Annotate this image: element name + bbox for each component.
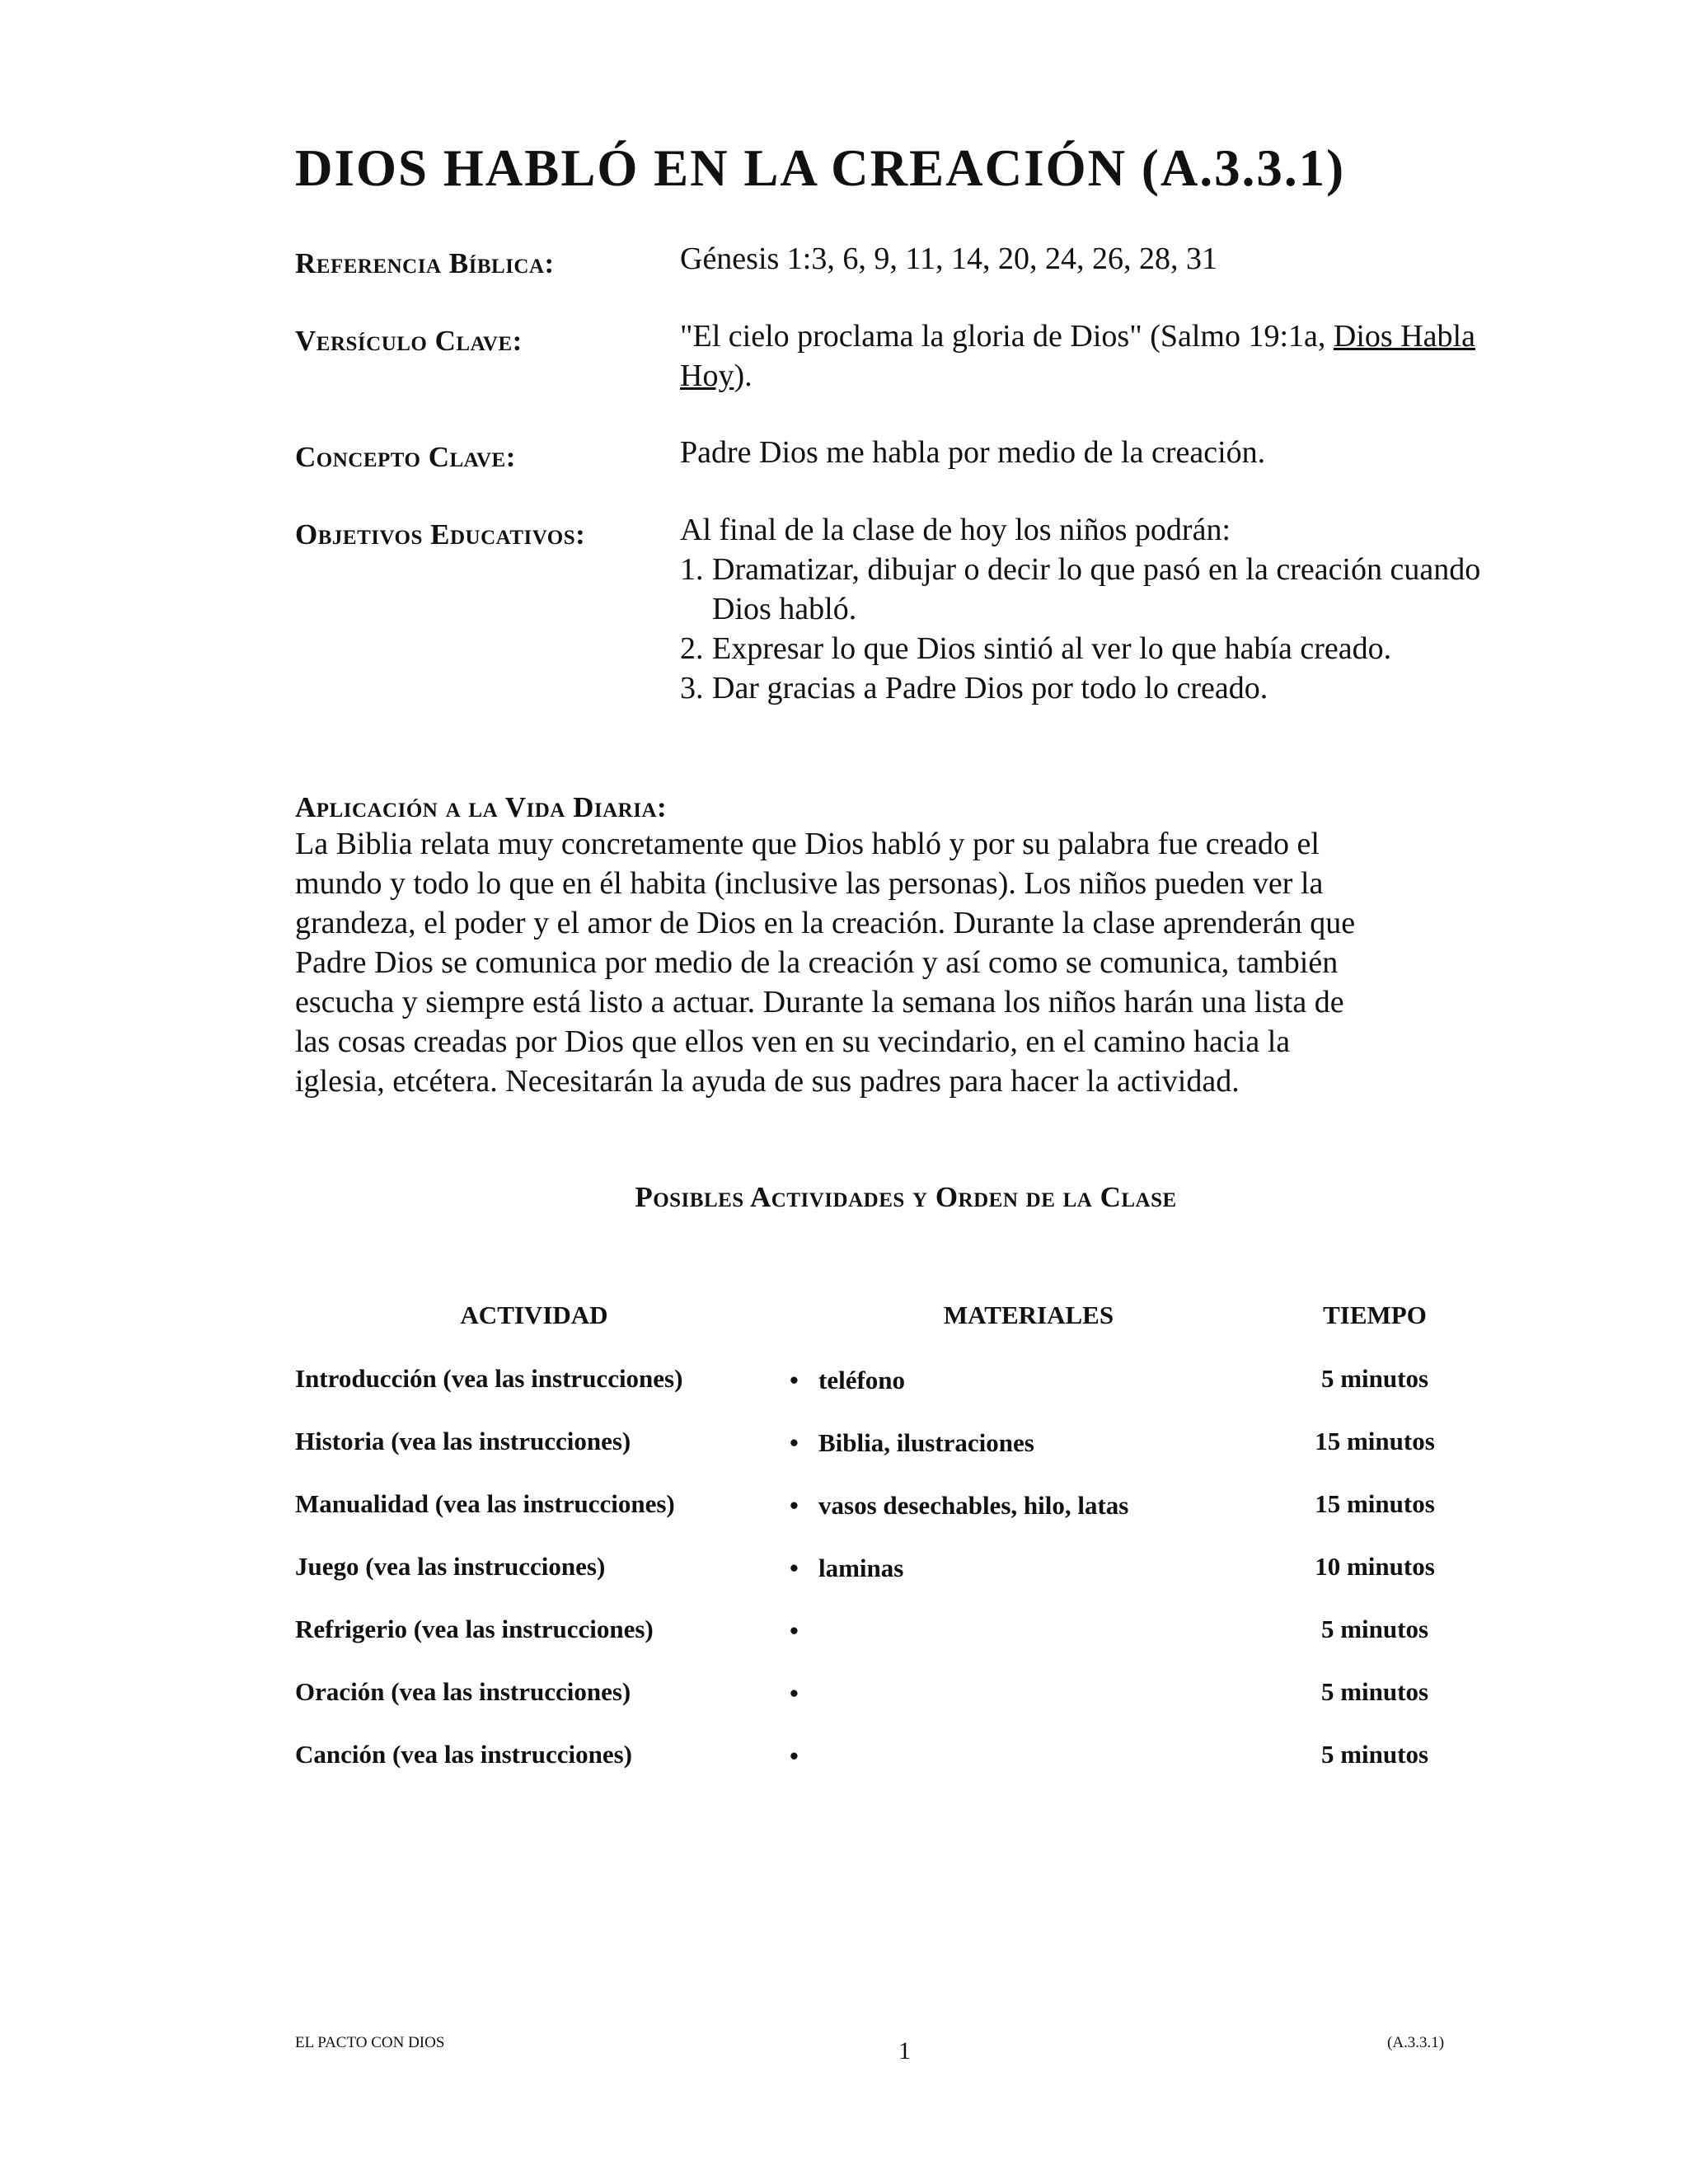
activity-cell: Introducción (vea las instrucciones) <box>295 1364 683 1393</box>
materials-cell <box>790 1616 818 1646</box>
info-value: Génesis 1:3, 6, 9, 11, 14, 20, 24, 26, 28, 31 <box>680 241 1217 276</box>
paragraph-line: La Biblia relata muy concretamente que Dios habló y por su palabra fue creado el <box>295 827 1320 861</box>
materials-cell <box>790 1741 818 1771</box>
paragraph-line: las cosas creadas por Dios que ellos ven en su vecindario, en el camino hacia la <box>295 1024 1291 1059</box>
page-title: DIOS HABLÓ EN LA CREACIÓN (A.3.3.1) <box>295 139 1346 197</box>
list-item: 1. Dramatizar, dibujar o decir lo que pasó en la creación cuando Dios habló. <box>680 552 1481 626</box>
time-cell: 5 minutos <box>1320 1740 1429 1769</box>
paragraph-line: mundo y todo lo que en él habita (inclusive las personas). Los niños pueden ver la <box>295 866 1324 901</box>
info-value <box>680 316 1504 396</box>
table-row <box>295 1677 1531 1727</box>
time-cell: 15 minutos <box>1315 1489 1435 1518</box>
column-header-actividad: ACTIVIDAD <box>460 1301 608 1329</box>
table-row <box>295 1489 1531 1539</box>
page-number: 1 <box>898 2037 911 2064</box>
paragraph-line: Padre Dios se comunica por medio de la creación y así como se comunica, también <box>295 945 1339 980</box>
bullet-icon: • <box>790 1554 799 1582</box>
application-body <box>295 824 1531 1101</box>
bullet-icon: • <box>790 1679 799 1708</box>
paragraph-line: grandeza, el poder y el amor de Dios en la creación. Durante la clase aprenderán que <box>295 906 1356 940</box>
paragraph-line: iglesia, etcétera. Necesitarán la ayuda de sus padres para hacer la actividad. <box>295 1064 1240 1099</box>
column-header-tiempo: TIEMPO <box>1323 1301 1427 1329</box>
objectives-intro: Al final de la clase de hoy los niños podrán: <box>680 513 1231 547</box>
objectives-list <box>680 550 1504 708</box>
footer-lesson-code: (A.3.3.1) <box>1387 2034 1445 2051</box>
verse-text-end: ). <box>734 359 753 393</box>
column-header-materiales: MATERIALES <box>943 1301 1114 1329</box>
activity-cell: Canción (vea las instrucciones) <box>295 1740 633 1769</box>
info-label: Objetivos Educativos: <box>295 518 586 551</box>
materials-cell: • teléfono <box>790 1366 906 1394</box>
table-row <box>295 1364 1531 1413</box>
activity-cell: Refrigerio (vea las instrucciones) <box>295 1615 654 1643</box>
table-row <box>295 1615 1531 1664</box>
info-value <box>680 510 1504 708</box>
info-value: Padre Dios me habla por medio de la creación. <box>680 435 1266 470</box>
table-row <box>295 1427 1531 1476</box>
table-row <box>295 1552 1531 1601</box>
info-label: Referencia Bíblica: <box>295 247 555 279</box>
activity-cell: Juego (vea las instrucciones) <box>295 1552 606 1581</box>
table-row <box>295 1740 1531 1789</box>
activity-cell: Oración (vea las instrucciones) <box>295 1677 631 1706</box>
materials-cell: • laminas <box>790 1554 904 1582</box>
time-cell: 15 minutos <box>1315 1427 1435 1455</box>
bullet-icon: • <box>790 1616 799 1645</box>
time-cell: 5 minutos <box>1320 1615 1429 1643</box>
bullet-icon: • <box>790 1366 799 1394</box>
paragraph-line: escucha y siempre está listo a actuar. Durante la semana los niños harán una lista de <box>295 985 1344 1019</box>
list-item: 2. Expresar lo que Dios sintió al ver lo que había creado. <box>680 631 1392 666</box>
activity-cell: Manualidad (vea las instrucciones) <box>295 1489 675 1518</box>
application-heading: Aplicación a la Vida Diaria: <box>295 791 668 823</box>
info-label: Versículo Clave: <box>295 325 523 357</box>
info-label: Concepto Clave: <box>295 441 516 473</box>
verse-text: "El cielo proclama la gloria de Dios" (Salmo 19:1a, <box>680 319 1334 354</box>
activity-cell: Historia (vea las instrucciones) <box>295 1427 631 1455</box>
materials-cell: • vasos desechables, hilo, latas <box>790 1491 1129 1520</box>
bible-version-reference: Dios Habla Hoy <box>680 319 1475 393</box>
list-item: 3. Dar gracias a Padre Dios por todo lo creado. <box>680 671 1268 705</box>
footer-series-title: EL PACTO CON DIOS <box>295 2034 445 2051</box>
materials-cell: • Biblia, ilustraciones <box>790 1428 1034 1457</box>
bullet-icon: • <box>790 1428 799 1457</box>
activities-heading: Posibles Actividades y Orden de la Clase <box>635 1181 1177 1213</box>
materials-cell <box>790 1679 818 1708</box>
time-cell: 5 minutos <box>1320 1677 1429 1706</box>
bullet-icon: • <box>790 1491 799 1520</box>
bullet-icon: • <box>790 1741 799 1770</box>
time-cell: 5 minutos <box>1320 1364 1429 1393</box>
time-cell: 10 minutos <box>1315 1552 1435 1581</box>
